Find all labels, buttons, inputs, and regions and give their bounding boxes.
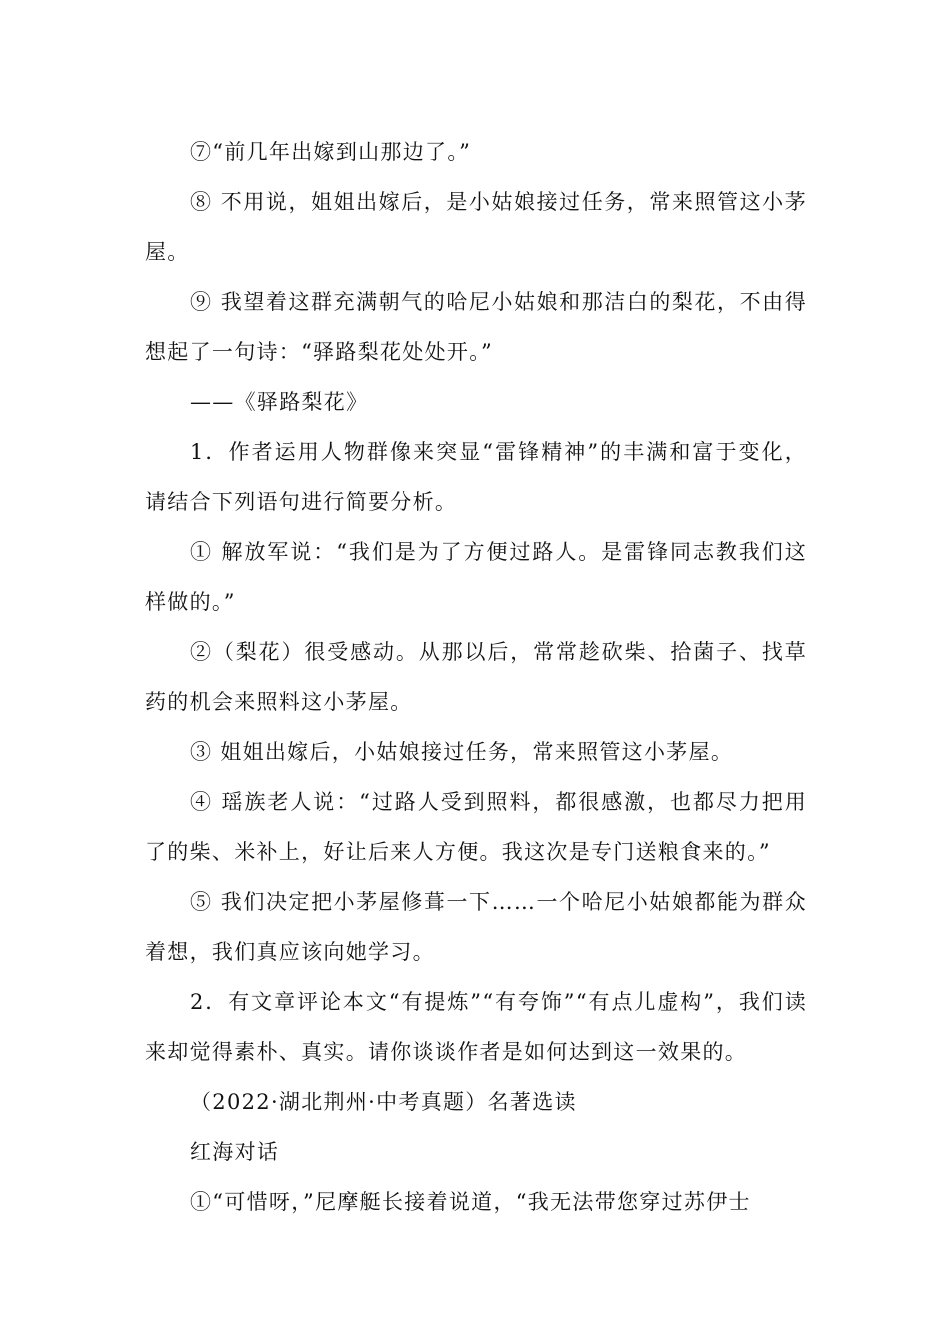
source-attribution: ——《驿路梨花》 xyxy=(190,390,369,414)
quote-5: ⑤ 我们决定把小茅屋修葺一下……一个哈尼小姑娘都能为群众着想，我们真应该向她学习。 xyxy=(145,890,807,964)
quote-2: ②（梨花）很受感动。从那以后，常常趁砍柴、拾菌子、找草药的机会来照料这小茅屋。 xyxy=(145,640,807,714)
section-title: 红海对话 xyxy=(190,1140,280,1164)
paragraph-7: ⑦“前几年出嫁到山那边了。” xyxy=(190,140,472,164)
quote-3: ③ 姐姐出嫁后，小姑娘接过任务，常来照管这小茅屋。 xyxy=(190,740,734,764)
section-heading: （2022·湖北荆州·中考真题）名著选读 xyxy=(190,1090,577,1114)
paragraph-red-sea-1: ①“可惜呀，”尼摩艇长接着说道，“我无法带您穿过苏伊士 xyxy=(190,1190,751,1214)
question-1: 1．作者运用人物群像来突显“雷锋精神”的丰满和富于变化，请结合下列语句进行简要分析。 xyxy=(145,440,807,514)
quote-1: ① 解放军说：“我们是为了方便过路人。是雷锋同志教我们这样做的。” xyxy=(145,540,807,614)
paragraph-9: ⑨ 我望着这群充满朝气的哈尼小姑娘和那洁白的梨花，不由得想起了一句诗：“驿路梨花处处开。” xyxy=(145,290,807,364)
document-body xyxy=(145,127,807,1227)
paragraph-8: ⑧ 不用说，姐姐出嫁后，是小姑娘接过任务，常来照管这小茅屋。 xyxy=(145,190,807,264)
quote-4: ④ 瑶族老人说：“过路人受到照料，都很感激，也都尽力把用了的柴、米补上，好让后来人方便。我这次是专门送粮食来的。” xyxy=(145,790,807,864)
question-2: 2．有文章评论本文“有提炼”“有夸饰”“有点儿虚构”，我们读来却觉得素朴、真实。请你谈谈作者是如何达到这一效果的。 xyxy=(145,990,807,1064)
